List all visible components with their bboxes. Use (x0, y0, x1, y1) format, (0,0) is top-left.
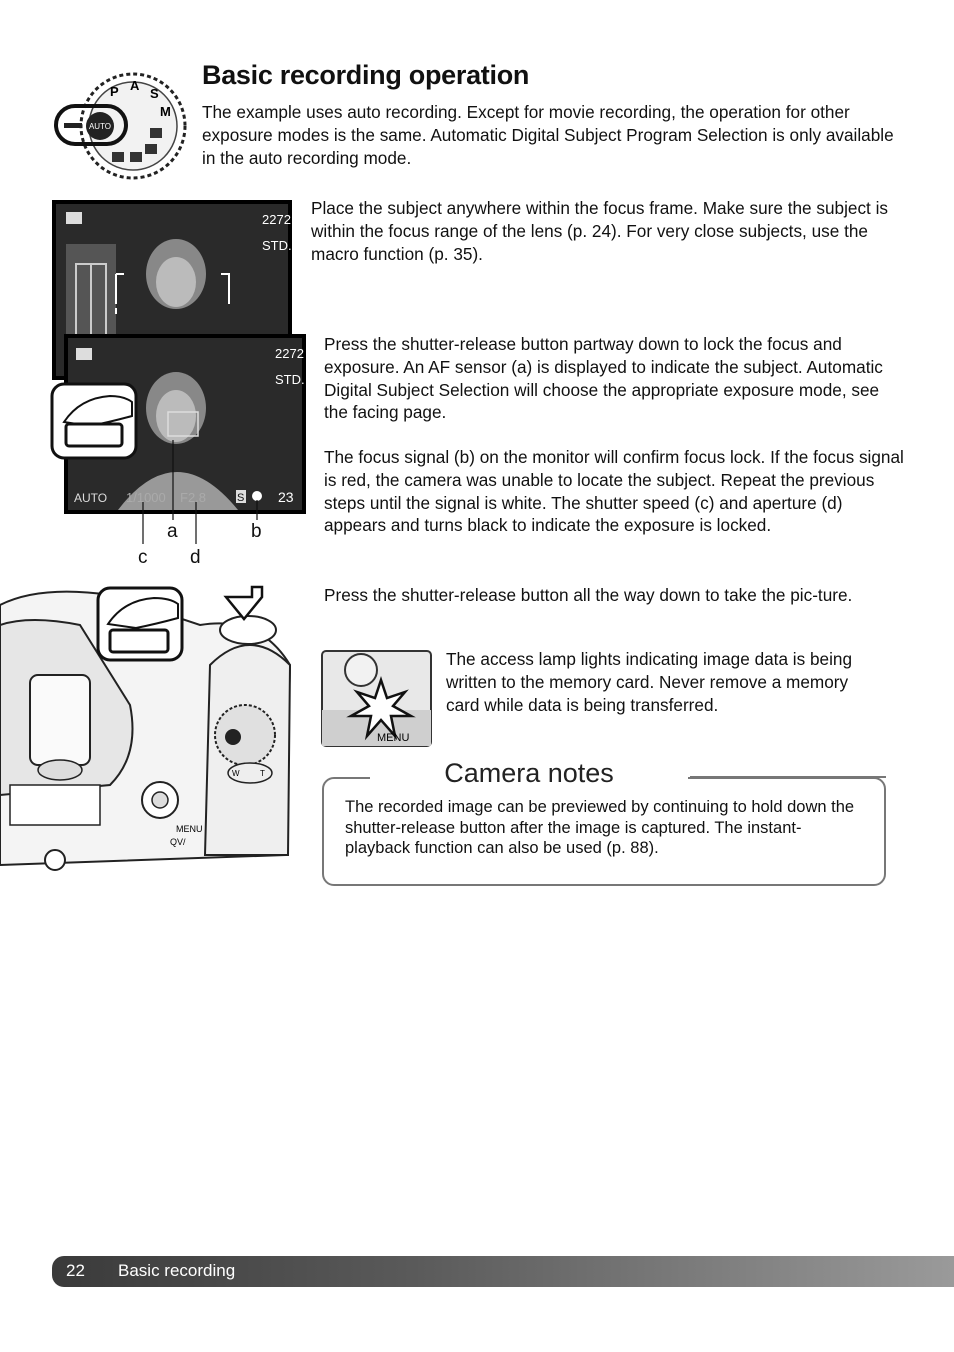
lamp-menu: MENU (377, 732, 410, 744)
label-b: b (251, 521, 262, 542)
press-arrow-icon (226, 587, 262, 619)
intro-text: The example uses auto recording. Except for movie recording, the operation for other exposure modes is the same. Automatic Digital Subject Program Selection is only available in the auto recording mode. (202, 102, 894, 168)
step1-text: Place the subject anywhere within the focus frame. Make sure the subject is within the focus range of the lens (p. 24). For very close subjects, use the macro function (p. 35). (311, 198, 889, 264)
page-title: Basic recording operation (202, 60, 530, 90)
monitor-2-shutter: 1/1000 (126, 490, 166, 505)
monitor-1-quality: STD. (262, 238, 292, 253)
monitor-2-count: 2272 (275, 346, 304, 361)
camera-notes-title: Camera notes (370, 758, 688, 789)
monitor-2-frames: 23 (278, 489, 294, 505)
label-a: a (167, 521, 178, 542)
label-pointers (130, 430, 270, 530)
camera-notes-text: The recorded image can be previewed by continuing to hold down the shutter-release button after the image is captured. The instant-playback function can also be used (p. 88). (345, 798, 855, 857)
monitor-1-count: 2272 (262, 212, 291, 227)
access-lamp-image (321, 650, 432, 747)
monitor-2-quality: STD. (275, 372, 305, 387)
dial-m: M (160, 104, 171, 119)
page-footer (52, 1256, 954, 1287)
access-lamp-text: The access lamp lights indicating image data is being written to the memory card. Never remove a memory card while data is being transferred. (446, 649, 853, 715)
dial-p: P (110, 84, 119, 99)
page-number: 22 (66, 1261, 85, 1280)
dial-s: S (150, 86, 159, 101)
monitor-2-s: S (237, 492, 245, 504)
step2a-text: Press the shutter-release button partway down to lock the focus and exposure. An AF sensor (a) is displayed to indicate the subject. Automatic Digital Subject Selection will choose the appropriate exposure mode, see the facing page. (324, 334, 883, 423)
camera-menu: MENU (176, 824, 203, 834)
full-press-icon (96, 586, 186, 662)
step3-text: Press the shutter-release button all the way down to take the pic-ture. (324, 585, 853, 605)
monitor-2-mode: AUTO (74, 491, 108, 505)
label-c: c (138, 547, 148, 568)
camera-notes-rule (690, 776, 886, 778)
dial-auto: AUTO (88, 122, 112, 131)
camera-t: T (260, 769, 265, 778)
mode-dial-illustration (50, 70, 190, 182)
section-name: Basic recording (118, 1261, 236, 1280)
monitor-2-aperture: F2.8 (180, 490, 207, 505)
camera-qv: QV/ (170, 837, 186, 847)
half-press-icon (50, 382, 140, 460)
label-d: d (190, 547, 201, 568)
step2b-text: The focus signal (b) on the monitor will confirm focus lock. If the focus signal is red, the camera was unable to locate the subject. Repeat the previous steps until the signal is white. The shutter speed (c) and aperture (d) appears and turns black to indicate the exposure is locked. (324, 447, 904, 536)
camera-w: W (232, 769, 240, 778)
dial-a: A (130, 78, 140, 93)
